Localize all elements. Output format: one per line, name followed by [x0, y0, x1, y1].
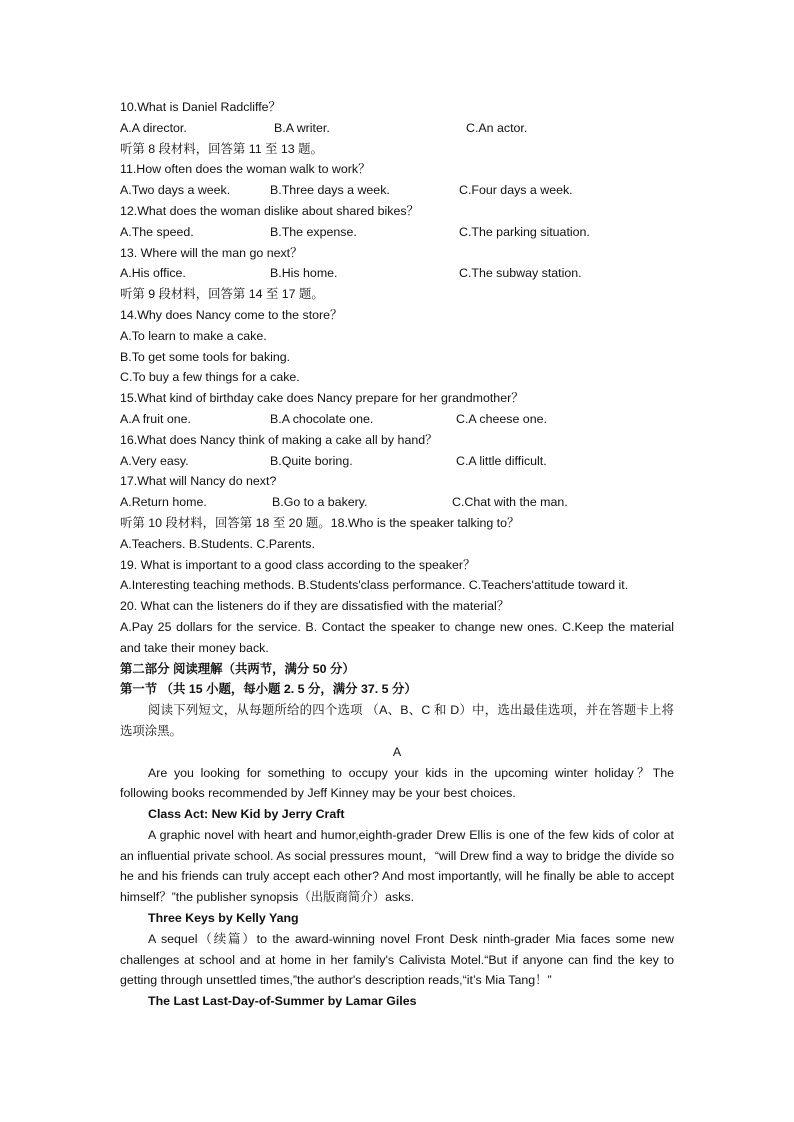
part-title: 第二部分 阅读理解（共两节，满分 50 分） — [120, 661, 355, 676]
question-17: 17.What will Nancy do next? — [120, 474, 277, 489]
option-c: C.Chat with the man. — [452, 495, 568, 510]
question-18-options: A.Teachers. B.Students. C.Parents. — [120, 536, 315, 551]
option-c: C.The subway station. — [459, 266, 582, 281]
passage-label: A — [392, 744, 402, 759]
option-a: A.Very easy. — [120, 453, 189, 468]
option-b: B.A chocolate one. — [270, 411, 374, 426]
question-12-options — [120, 222, 674, 243]
question-20: 20. What can the listeners do if they are dissatisfied with the material？ — [120, 599, 510, 614]
question-10-options — [120, 118, 674, 139]
exam-page — [120, 97, 674, 1012]
option-a: A.His office. — [120, 266, 186, 281]
question-13: 13. Where will the man go next？ — [120, 245, 303, 260]
question-11: 11.How often does the woman walk to work？ — [120, 162, 371, 177]
question-14: 14.Why does Nancy come to the store？ — [120, 307, 343, 322]
option-c: C.A cheese one. — [456, 411, 547, 426]
option-b: B.Quite boring. — [270, 453, 353, 468]
question-11-options — [120, 180, 674, 201]
question-20-options: A.Pay 25 dollars for the service. B. Contact the speaker to change new ones. C.Keep the material and take their money back. — [120, 619, 674, 655]
question-19-options: A.Interesting teaching methods. B.Students'class performance. C.Teachers'attitude toward it. — [120, 578, 629, 593]
question-19: 19. What is important to a good class according to the speaker？ — [120, 557, 476, 572]
option-a: A.A fruit one. — [120, 411, 191, 426]
option-a: A.The speed. — [120, 224, 194, 239]
book-title-2: Three Keys by Kelly Yang — [148, 911, 299, 926]
option-a: A.A director. — [120, 120, 187, 135]
option-a: A.Two days a week. — [120, 183, 231, 198]
option-b: B.His home. — [270, 266, 338, 281]
question-14-option-b: B.To get some tools for baking. — [120, 349, 291, 364]
question-15: 15.What kind of birthday cake does Nancy prepare for her grandmother？ — [120, 391, 524, 406]
question-12: 12.What does the woman dislike about shared bikes？ — [120, 203, 419, 218]
option-a: A.Return home. — [120, 495, 207, 510]
option-b: B.A writer. — [274, 120, 330, 135]
option-c: C.The parking situation. — [459, 224, 590, 239]
passage-intro: Are you looking for something to occupy your kids in the upcoming winter holiday？The following books recommended by Jeff Kinney may be your best choices. — [120, 765, 674, 801]
reading-instructions: 阅读下列短文，从每题所给的四个选项 （A、B、C 和 D）中，选出最佳选项，并在答题卡上将选项涂黑。 — [120, 703, 674, 738]
question-14-option-c: C.To buy a few things for a cake. — [120, 370, 300, 385]
question-15-options — [120, 409, 674, 430]
section-instruction-9: 听第 9 段材料，回答第 14 至 17 题。 — [120, 287, 324, 302]
option-c: C.An actor. — [466, 120, 528, 135]
option-c: C.A little difficult. — [456, 453, 547, 468]
book-description-1: A graphic novel with heart and humor,eighth-grader Drew Ellis is one of the few kids of color at an influential private school. As social pressures mount，“will Drew find a way to bridge the divide so he and his friends can truly accept each other? And most importantly, will he finally be able to accept himself？”the publisher synopsis（出版商简介）asks. — [120, 827, 674, 905]
question-14-option-a: A.To learn to make a cake. — [120, 328, 267, 343]
option-b: B.Three days a week. — [270, 183, 390, 198]
question-16: 16.What does Nancy think of making a cake all by hand？ — [120, 432, 438, 447]
question-10: 10.What is Daniel Radcliffe？ — [120, 100, 281, 114]
section-instruction-8: 听第 8 段材料，回答第 11 至 13 题。 — [120, 141, 323, 156]
option-c: C.Four days a week. — [459, 183, 573, 198]
section-title: 第一节 （共 15 小题，每小题 2. 5 分，满分 37. 5 分） — [120, 682, 417, 697]
question-16-options — [120, 451, 674, 472]
question-13-options — [120, 263, 674, 284]
section-instruction-10: 听第 10 段材料，回答第 18 至 20 题。18.Who is the speaker talking to？ — [120, 515, 520, 530]
option-b: B.Go to a bakery. — [272, 495, 368, 510]
book-title-3: The Last Last-Day-of-Summer by Lamar Giles — [148, 994, 417, 1009]
question-17-options — [120, 492, 674, 513]
option-b: B.The expense. — [270, 224, 357, 239]
book-title-1: Class Act: New Kid by Jerry Craft — [148, 807, 345, 822]
book-description-2: A sequel（续篇）to the award-winning novel Front Desk ninth-grader Mia faces some new challenges at school and at home in her family's Calivista Motel.“But if anyone can find the key to getting through unsettled times,”the author's description reads,“it’s Mia Tang！” — [120, 931, 674, 988]
